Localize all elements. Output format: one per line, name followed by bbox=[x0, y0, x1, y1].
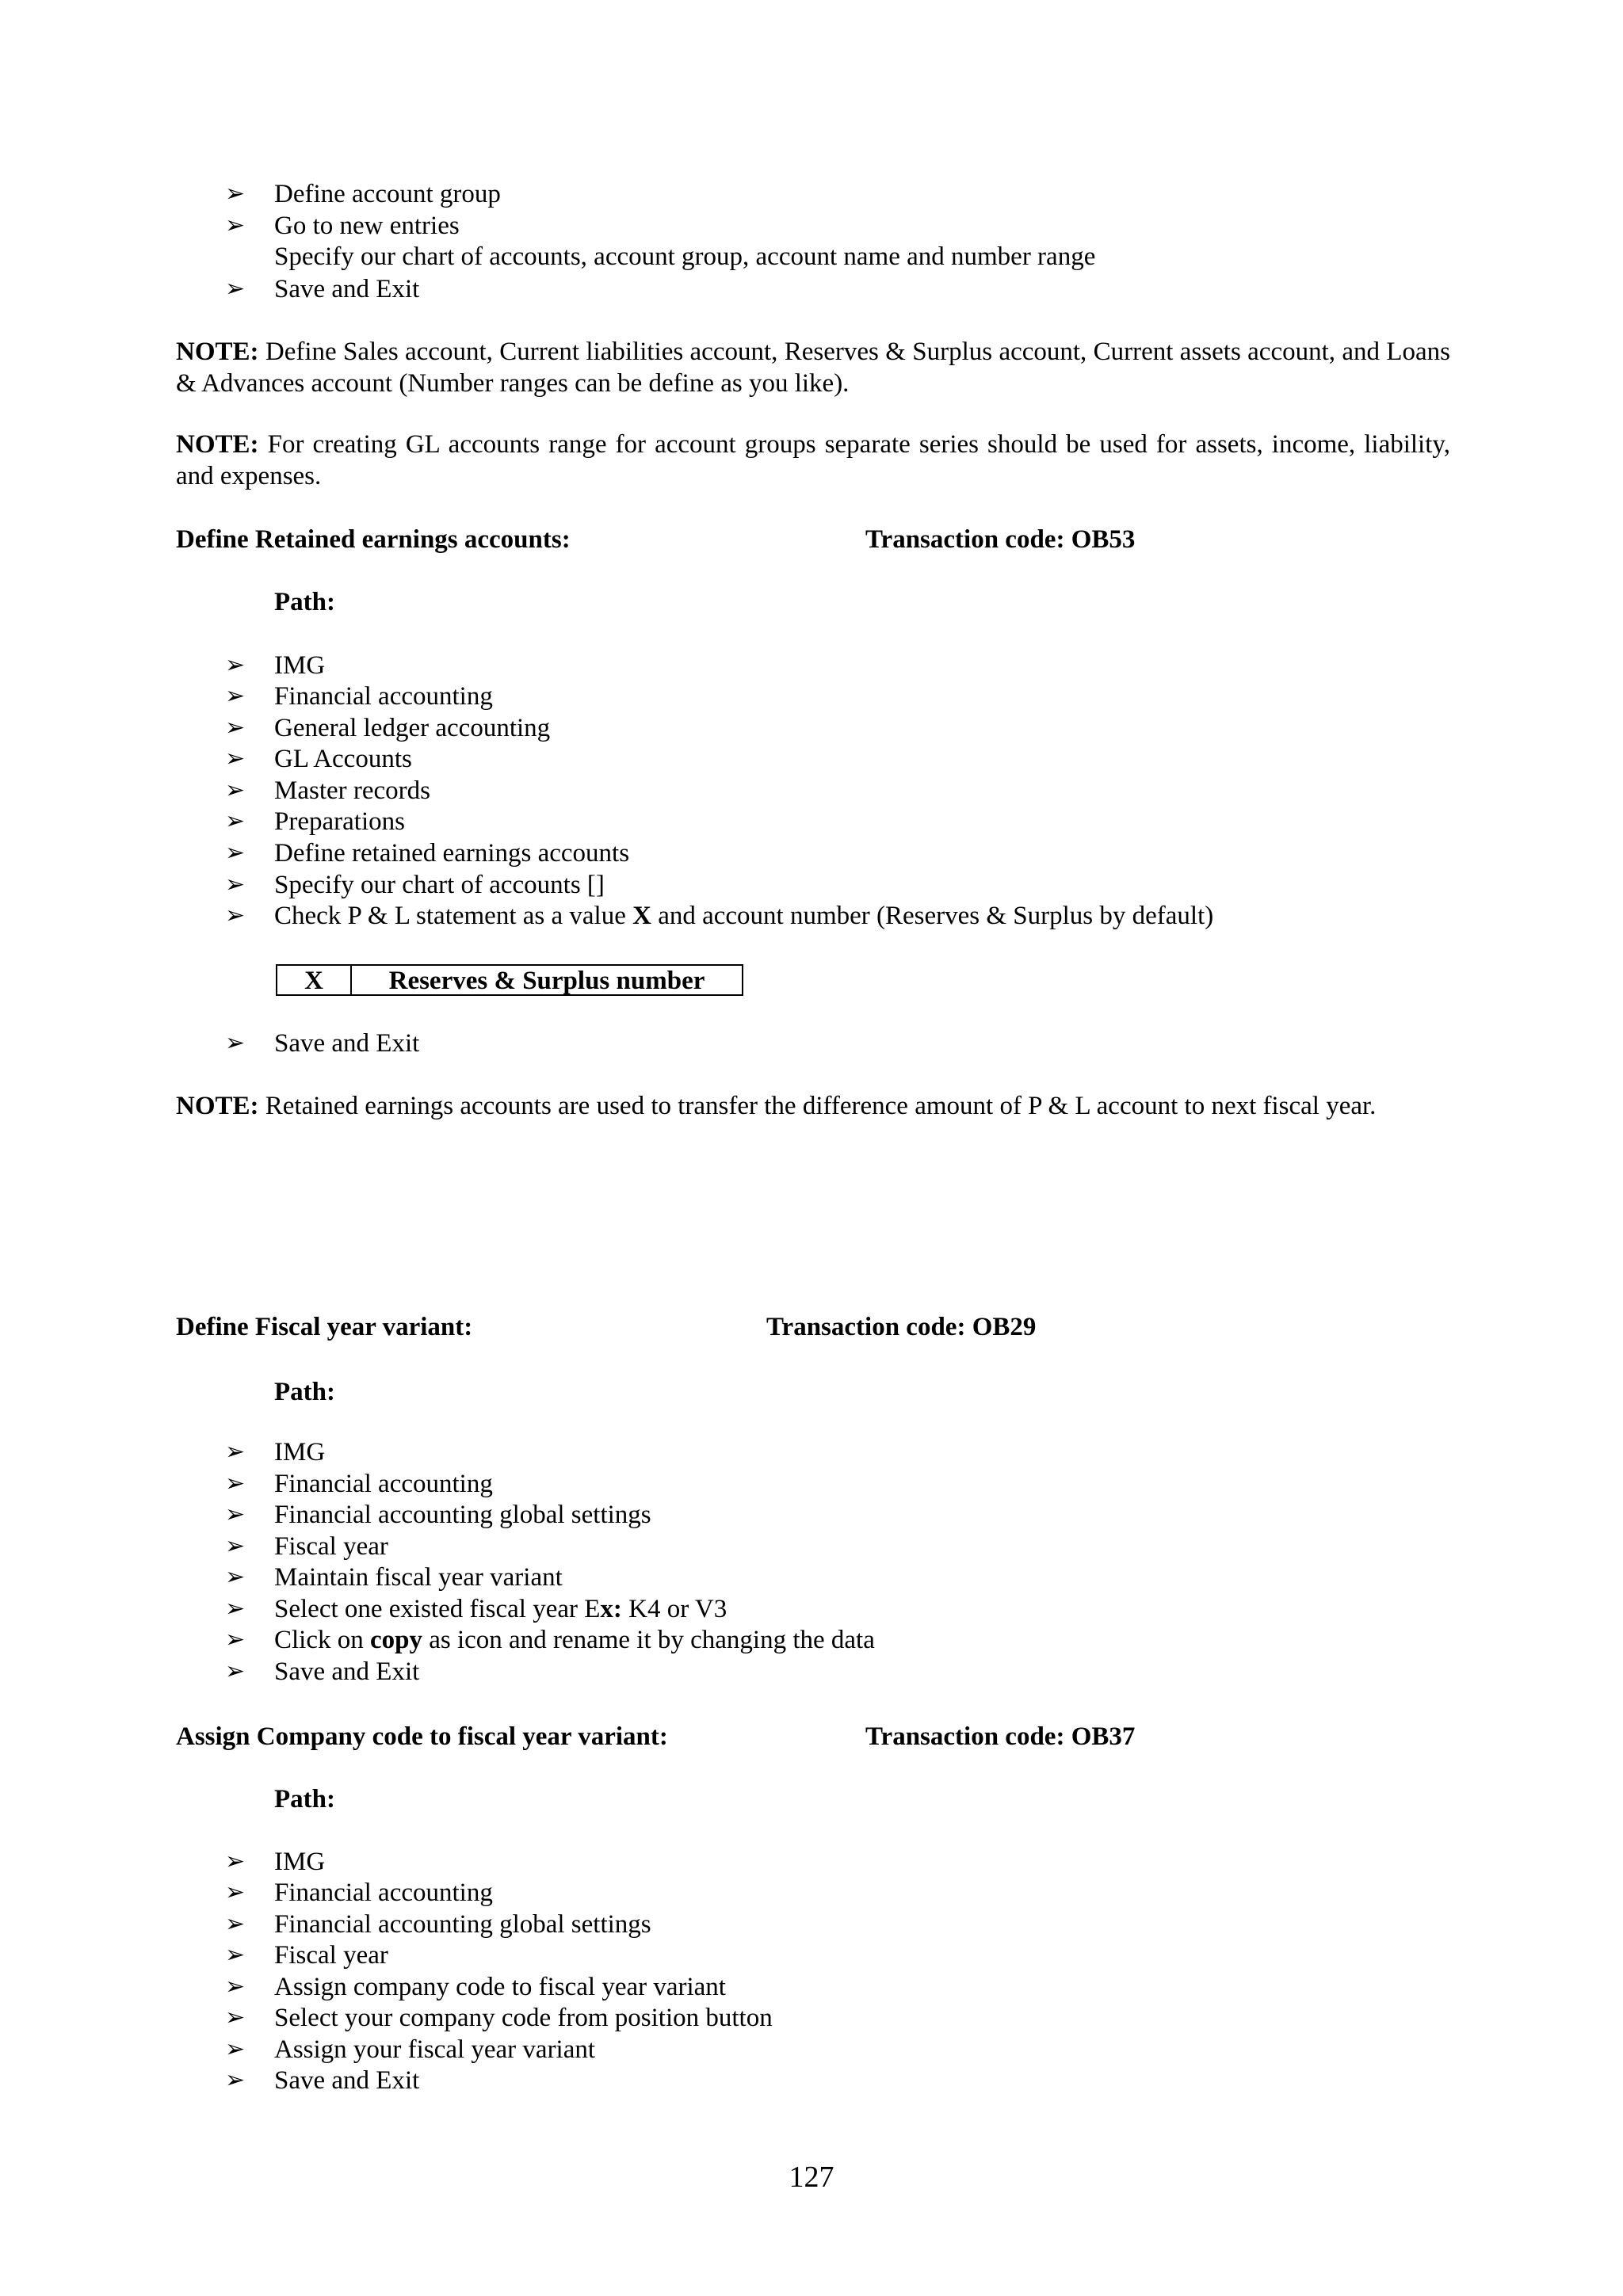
arrow-bullet-icon: ➢ bbox=[225, 683, 246, 709]
section-title: Assign Company code to fiscal year variant: bbox=[176, 1722, 668, 1751]
arrow-bullet-icon: ➢ bbox=[225, 1501, 246, 1527]
arrow-bullet-icon: ➢ bbox=[225, 181, 246, 207]
path-item-text: Financial accounting global settings bbox=[274, 1501, 651, 1529]
arrow-bullet-icon: ➢ bbox=[225, 1596, 246, 1622]
check-item-post: and account number (Reserves & Surplus by default) bbox=[651, 902, 1214, 930]
arrow-bullet-icon: ➢ bbox=[225, 715, 246, 741]
path-item-text: Maintain fiscal year variant bbox=[274, 1563, 563, 1592]
list-item-text: Go to new entries bbox=[274, 212, 460, 240]
arrow-bullet-icon: ➢ bbox=[225, 276, 246, 302]
retained-earnings-table bbox=[276, 964, 743, 996]
note-paragraph bbox=[176, 336, 1450, 399]
path-item-text: Define retained earnings accounts bbox=[274, 839, 630, 868]
note-label: NOTE: bbox=[176, 338, 259, 366]
note-label: NOTE: bbox=[176, 430, 259, 459]
arrow-bullet-icon: ➢ bbox=[225, 1627, 246, 1653]
arrow-bullet-icon: ➢ bbox=[225, 2067, 246, 2093]
path-item-text bbox=[274, 1593, 727, 1625]
arrow-bullet-icon: ➢ bbox=[225, 212, 246, 238]
arrow-bullet-icon: ➢ bbox=[225, 2036, 246, 2062]
transaction-code: Transaction code: OB53 bbox=[865, 525, 1136, 554]
copy-item-bold: copy bbox=[370, 1626, 422, 1654]
copy-item-post: as icon and rename it by changing the data bbox=[422, 1626, 875, 1654]
note-paragraph bbox=[176, 1090, 1450, 1122]
path-item-text: Save and Exit bbox=[274, 2066, 420, 2095]
table-cell-account: Reserves & Surplus number bbox=[388, 967, 705, 995]
path-item-text: Save and Exit bbox=[274, 1657, 420, 1686]
path-item-text: GL Accounts bbox=[274, 745, 412, 773]
transaction-code: Transaction code: OB29 bbox=[766, 1313, 1037, 1341]
path-item-text: IMG bbox=[274, 1438, 326, 1466]
path-item-text: Financial accounting global settings bbox=[274, 1910, 651, 1939]
path-item-text: Specify our chart of accounts [] bbox=[274, 871, 605, 899]
check-item-value: X bbox=[632, 902, 651, 930]
path-item-text: Save and Exit bbox=[274, 1029, 420, 1058]
section-title: Define Retained earnings accounts: bbox=[176, 525, 571, 554]
arrow-bullet-icon: ➢ bbox=[225, 1470, 246, 1497]
arrow-bullet-icon: ➢ bbox=[225, 746, 246, 772]
path-item-text: Assign company code to fiscal year variant bbox=[274, 1973, 726, 2001]
copy-item-pre: Click on bbox=[274, 1626, 370, 1654]
path-item-text: Fiscal year bbox=[274, 1941, 388, 1970]
note-text: Retained earnings accounts are used to transfer the difference amount of P & L account to next fiscal year. bbox=[258, 1092, 1377, 1120]
page-number: 127 bbox=[789, 2161, 834, 2194]
path-item-text: Preparations bbox=[274, 807, 405, 836]
table-cell-flag: X bbox=[277, 966, 352, 994]
arrow-bullet-icon: ➢ bbox=[225, 1030, 246, 1056]
path-item-text bbox=[274, 1624, 875, 1656]
arrow-bullet-icon: ➢ bbox=[225, 1439, 246, 1465]
note-paragraph bbox=[176, 429, 1450, 492]
arrow-bullet-icon: ➢ bbox=[225, 1942, 246, 1968]
select-item-post: K4 or V3 bbox=[621, 1595, 727, 1623]
list-item-continuation: Specify our chart of accounts, account group, account name and number range bbox=[274, 242, 1096, 271]
transaction-code: Transaction code: OB37 bbox=[865, 1722, 1136, 1751]
path-item-text: Fiscal year bbox=[274, 1532, 388, 1561]
path-item-text: Select your company code from position button bbox=[274, 2004, 773, 2032]
arrow-bullet-icon: ➢ bbox=[225, 1974, 246, 2000]
check-item-pre: Check P & L statement as a value bbox=[274, 902, 633, 930]
arrow-bullet-icon: ➢ bbox=[225, 1658, 246, 1684]
path-label: Path: bbox=[274, 1785, 335, 1814]
arrow-bullet-icon: ➢ bbox=[225, 902, 246, 929]
arrow-bullet-icon: ➢ bbox=[225, 1911, 246, 1937]
section-title: Define Fiscal year variant: bbox=[176, 1313, 473, 1341]
arrow-bullet-icon: ➢ bbox=[225, 808, 246, 834]
path-item-text: Financial accounting bbox=[274, 1470, 493, 1498]
arrow-bullet-icon: ➢ bbox=[225, 1879, 246, 1905]
arrow-bullet-icon: ➢ bbox=[225, 652, 246, 678]
path-item-text: Financial accounting bbox=[274, 1878, 493, 1907]
path-item-text: IMG bbox=[274, 1848, 326, 1876]
note-label: NOTE: bbox=[176, 1092, 259, 1120]
path-label: Path: bbox=[274, 588, 335, 616]
path-item-text: Assign your fiscal year variant bbox=[274, 2035, 596, 2064]
path-label: Path: bbox=[274, 1378, 335, 1406]
path-item-text: Financial accounting bbox=[274, 682, 493, 711]
path-item-text bbox=[274, 900, 1213, 932]
arrow-bullet-icon: ➢ bbox=[225, 840, 246, 866]
select-item-bold: x: bbox=[600, 1595, 622, 1623]
path-item-text: IMG bbox=[274, 651, 326, 680]
arrow-bullet-icon: ➢ bbox=[225, 1848, 246, 1875]
list-item-text: Define account group bbox=[274, 180, 501, 208]
arrow-bullet-icon: ➢ bbox=[225, 1533, 246, 1559]
select-item-pre: Select one existed fiscal year E bbox=[274, 1595, 601, 1623]
arrow-bullet-icon: ➢ bbox=[225, 2004, 246, 2031]
arrow-bullet-icon: ➢ bbox=[225, 1564, 246, 1590]
path-item-text: General ledger accounting bbox=[274, 714, 551, 742]
arrow-bullet-icon: ➢ bbox=[225, 777, 246, 803]
path-item-text: Master records bbox=[274, 776, 431, 805]
note-text: Define Sales account, Current liabilities account, Reserves & Surplus account, Current assets account, and Loans & Advances account (Number ranges can be define as you like). bbox=[176, 338, 1450, 398]
note-text: For creating GL accounts range for account groups separate series should be used for assets, income, liability, and expenses. bbox=[176, 430, 1450, 490]
arrow-bullet-icon: ➢ bbox=[225, 871, 246, 898]
list-item-text: Save and Exit bbox=[274, 275, 420, 303]
